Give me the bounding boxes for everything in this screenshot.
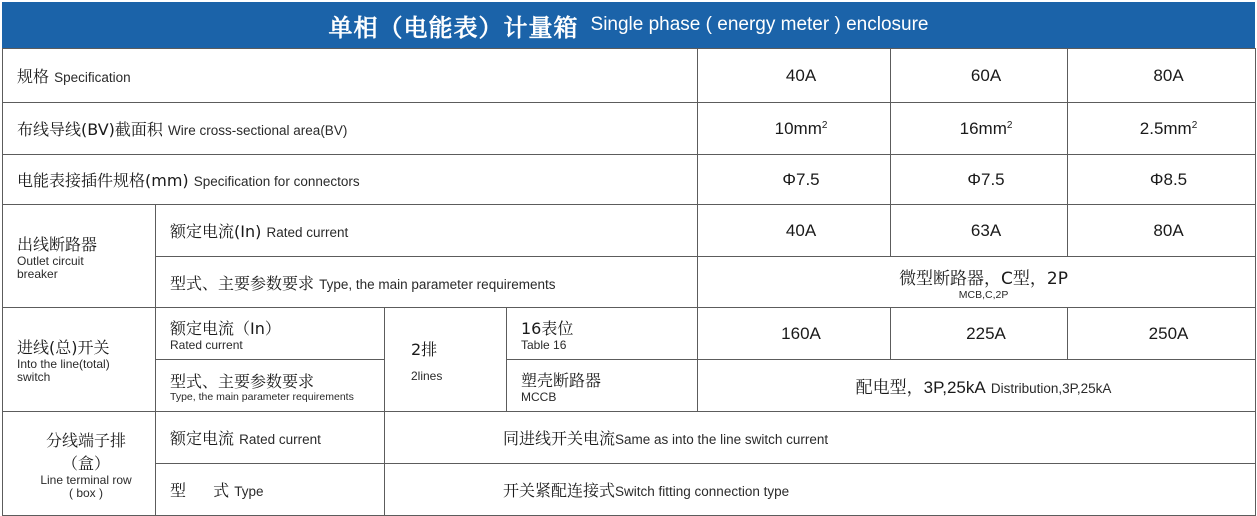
connectors-label: 电能表接插件规格(mm) Specification for connectors — [3, 155, 698, 205]
specification-label: 规格 Specification — [3, 49, 698, 103]
outlet-breaker-group: 出线断路器 Outlet circuit breaker — [3, 205, 156, 308]
wire-area-value: $10mm^2$ — [698, 103, 891, 155]
wire-area-value: $16mm^2$ — [891, 103, 1068, 155]
wire-area-value: $2.5mm^2$ — [1068, 103, 1256, 155]
table-row-terminal-rated — [3, 412, 1256, 464]
outlet-type-label: 型式、主要参数要求 Type, the main parameter requirements — [156, 257, 698, 308]
terminal-row-group: 分线端子排 （盒） Line terminal row ( box ) — [3, 412, 156, 516]
outlet-rated-value: 40A — [698, 205, 891, 257]
spec-value: 40A — [698, 49, 891, 103]
incoming-rated-value: 250A — [1068, 308, 1256, 360]
outlet-rated-value: 80A — [1068, 205, 1256, 257]
wire-area-label: 布线导线(BV)截面积 Wire cross-sectional area(BV) — [3, 103, 698, 155]
title-bar — [2, 2, 1255, 48]
incoming-switch-group: 进线(总)开关 Into the line(total) switch — [3, 308, 156, 412]
terminal-rated-value: 同进线开关电流Same as into the line switch current — [385, 412, 1256, 464]
outlet-type-value: 微型断路器，C型，2P MCB,C,2P — [698, 257, 1256, 308]
table-row-incoming-rated — [3, 308, 1256, 360]
table-row-specification — [3, 49, 1256, 103]
incoming-table-label: 16表位 Table 16 — [507, 308, 698, 360]
table-row-terminal-type — [3, 464, 1256, 516]
connector-value: Φ7.5 — [698, 155, 891, 205]
spec-table — [2, 48, 1256, 516]
table-row-outlet-rated — [3, 205, 1256, 257]
table-row-incoming-type — [3, 360, 1256, 412]
spec-value: 60A — [891, 49, 1068, 103]
incoming-type-label: 型式、主要参数要求 Type, the main parameter requirements — [156, 360, 385, 412]
table-row-connectors — [3, 155, 1256, 205]
incoming-rated-value: 160A — [698, 308, 891, 360]
title-en: Single phase ( energy meter ) enclosure — [590, 14, 929, 35]
outlet-rated-value: 63A — [891, 205, 1068, 257]
table-row-wire-area — [3, 103, 1256, 155]
terminal-rated-label: 额定电流 Rated current — [156, 412, 385, 464]
spec-value: 80A — [1068, 49, 1256, 103]
connector-value: Φ7.5 — [891, 155, 1068, 205]
outlet-rated-label: 额定电流(In) Rated current — [156, 205, 698, 257]
table-row-outlet-type — [3, 257, 1256, 308]
terminal-type-value: 开关紧配连接式Switch fitting connection type — [385, 464, 1256, 516]
incoming-rated-label: 额定电流（In） Rated current — [156, 308, 385, 360]
title-cn: 单相（电能表）计量箱 — [328, 13, 579, 42]
incoming-rated-value: 225A — [891, 308, 1068, 360]
incoming-mccb-label: 塑壳断路器 MCCB — [507, 360, 698, 412]
connector-value: Φ8.5 — [1068, 155, 1256, 205]
incoming-mccb-value: 配电型，3P,25kA Distribution,3P,25kA — [698, 360, 1256, 412]
terminal-type-label: 型 式 Type — [156, 464, 385, 516]
incoming-lines: 2排 2lines — [385, 308, 507, 412]
